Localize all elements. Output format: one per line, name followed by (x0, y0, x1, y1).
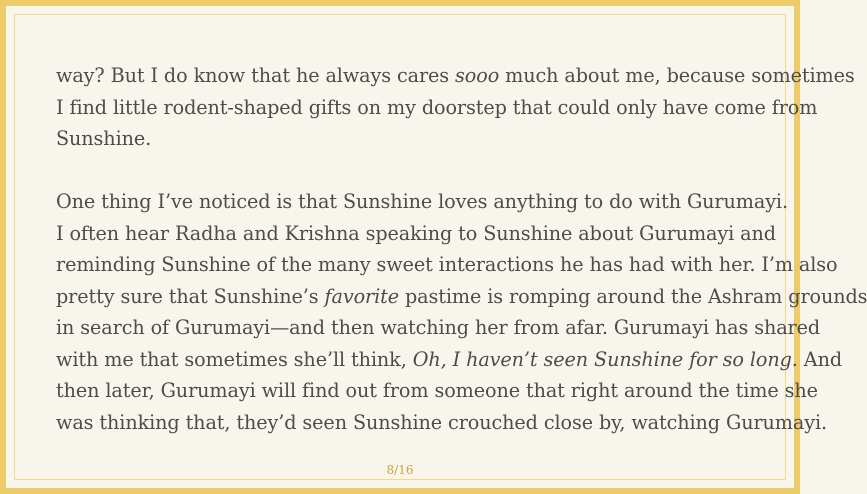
story-text (56, 60, 867, 438)
text-line (56, 186, 788, 218)
paragraph (56, 60, 855, 155)
text-line (56, 407, 828, 439)
text-line (56, 375, 818, 407)
text-segment: was thinking that, they’d seen Sunshine crouched close by, watching Gurumayi. (56, 410, 828, 434)
text-segment: much about me, because sometimes (499, 64, 855, 87)
text-segment: pretty sure that Sunshine’s (56, 284, 325, 308)
text-segment: way? But I do know that he always cares (56, 64, 456, 87)
italic-text: Oh, I haven’t seen Sunshine for so long. (412, 347, 798, 371)
text-segment: in search of Gurumayi—and then watching her from afar. Gurumayi has shared (56, 316, 821, 339)
text-line (56, 92, 818, 124)
text-line (56, 60, 855, 92)
text-line (56, 312, 821, 344)
text-segment: I find little rodent-shaped gifts on my doorstep that could only have come from (56, 95, 818, 119)
text-segment: with me that sometimes she’ll think, (56, 347, 413, 371)
text-segment: pastime is romping around the Ashram grounds (399, 284, 867, 308)
text-segment: And (797, 347, 843, 371)
text-line (56, 123, 756, 155)
text-line (56, 218, 776, 250)
text-segment: One thing I’ve noticed is that Sunshine loves anything to do with Gurumayi. (56, 190, 788, 213)
text-segment: then later, Gurumayi will find out from someone that right around the time she (56, 379, 818, 402)
text-line (56, 249, 838, 281)
italic-text: sooo (455, 64, 500, 87)
text-line (56, 344, 843, 376)
text-segment: Sunshine. (56, 127, 152, 150)
text-line (56, 281, 867, 313)
text-segment: I often hear Radha and Krishna speaking to Sunshine about Gurumayi and (56, 221, 776, 245)
page-number: 8/16 (386, 463, 414, 477)
paragraph (56, 186, 867, 438)
text-segment: reminding Sunshine of the many sweet interactions he has had with her. I’m also (56, 253, 838, 276)
italic-text: favorite (324, 284, 399, 308)
